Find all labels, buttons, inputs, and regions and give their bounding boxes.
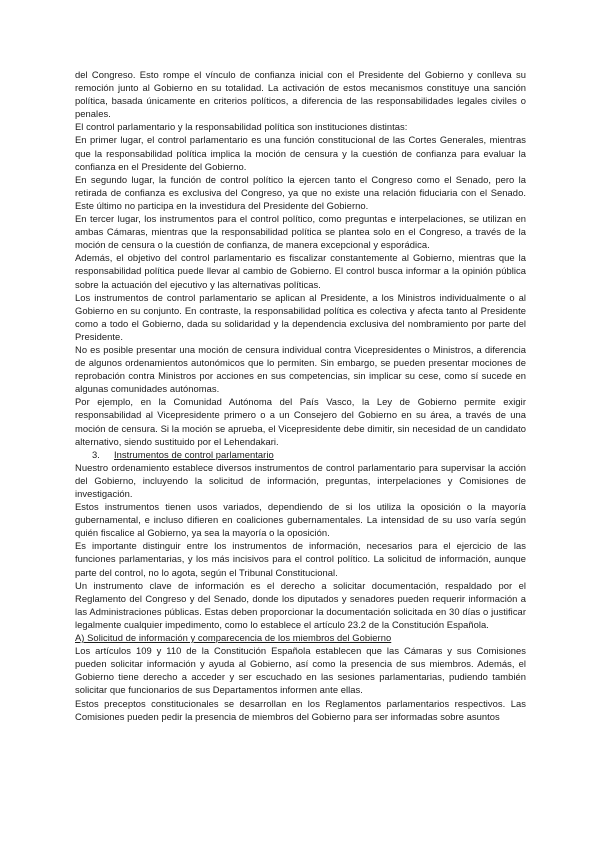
paragraph-instruments-usage: Estos instrumentos tienen usos variados, dependiendo de si los utiliza la oposición o la mayoría gubernamental, e incluso difieren en coaliciones gubernamentales. La intensidad de su uso varía según quién fiscalice al Gobierno, ya sea la mayoría o la oposición.: [75, 501, 526, 539]
paragraph-first-difference: En primer lugar, el control parlamentario es una función constitucional de las Cortes Generales, mientras que la responsabilidad política implica la moción de censura y la cuestión de confianza para evaluar la confianza en el Presidente del Gobierno.: [75, 134, 526, 172]
paragraph-second-difference: En segundo lugar, la función de control político la ejercen tanto el Congreso como el Senado, pero la retirada de confianza es exclusiva del Congreso, ya que no existe una relación fiduciaria con el Senado. Este último no participa en la investidura del Presidente del Gobierno.: [75, 173, 526, 211]
paragraph-instruments-overview: Nuestro ordenamiento establece diversos instrumentos de control parlamentario para supervisar la acción del Gobierno, incluyendo la solicitud de información, preguntas, interpelaciones y Comisiones de investigación.: [75, 461, 526, 499]
paragraph-objective: Además, el objetivo del control parlamentario es fiscalizar constantemente al Gobierno, mientras que la responsabilidad política puede llevar al cambio de Gobierno. El control busca informar a la opinión pública sobre la actuación del ejecutivo y las alternativas políticas.: [75, 252, 526, 290]
paragraph-scope: Los instrumentos de control parlamentario se aplican al Presidente, a los Ministros individualmente o al Gobierno en su conjunto. En contraste, la responsabilidad política es colectiva y afecta tanto al Presidente como a todo el Gobierno, dada su solidaridad y la dependencia exclusiva del nombramiento por parte del Presidente.: [75, 291, 526, 342]
subsection-heading: A) Solicitud de información y comparecencia de los miembros del Gobierno: [75, 632, 392, 644]
paragraph-articles-109-110: Los artículos 109 y 110 de la Constitución Española establecen que las Cámaras y sus Comisiones pueden solicitar información y ayuda al Gobierno, así como la presencia de sus miembros. Además, el Gobierno tiene derecho a acceder y ser escuchado en las sesiones parlamentarias, pudiendo también solicitar que funcionarios de sus Departamentos informen ante ellas.: [75, 645, 526, 696]
paragraph-regulations: Estos preceptos constitucionales se desarrollan en los Reglamentos parlamentarios respectivos. Las Comisiones pueden pedir la presencia de miembros del Gobierno para ser informadas sobre asuntos: [75, 697, 526, 722]
document-page: [75, 68, 526, 723]
paragraph-information-distinction: Es importante distinguir entre los instrumentos de información, necesarios para el ejercicio de las funciones parlamentarias, y los más incisivos para el control político. La solicitud de información, aunque parte del control, no lo agota, según el Tribunal Constitucional.: [75, 540, 526, 578]
section-title: Instrumentos de control parlamentario: [114, 448, 274, 460]
paragraph-intro-continuation: del Congreso. Esto rompe el vínculo de confianza inicial con el Presidente del Gobierno y conlleva su remoción junto al Gobierno en su totalidad. La activación de estos mecanismos constituye una sanción política, basada únicamente en criterios políticos, a diferencia de las responsabilidades legales civiles o penales.: [75, 69, 526, 120]
paragraph-distinction-lead: El control parlamentario y la responsabilidad política son instituciones distintas:: [75, 121, 408, 133]
paragraph-third-difference: En tercer lugar, los instrumentos para el control político, como preguntas e interpelaciones, se utilizan en ambas Cámaras, mientras que la responsabilidad política se plantea solo en el Congreso, a través de la moción de censura o la cuestión de confianza, de manera excepcional y esporádica.: [75, 213, 526, 251]
paragraph-individual-censure: No es posible presentar una moción de censura individual contra Vicepresidentes o Ministros, a diferencia de algunos ordenamientos autonómicos que lo permiten. Sin embargo, se pueden presentar mociones de reprobación contra Ministros por acciones en sus competencias, sin implicar su cese, como sí sucede en algunas comunidades autónomas.: [75, 343, 526, 395]
paragraph-documentation-right: Un instrumento clave de información es el derecho a solicitar documentación, respaldado por el Reglamento del Congreso y del Senado, donde los diputados y senadores pueden requerir información a las Administraciones públicas. Estas deben proporcionar la documentación solicitada en 30 días o justificar legalmente cualquier impedimento, como lo establece el artículo 23.2 de la Constitución Española.: [75, 579, 526, 630]
paragraph-basque-example: Por ejemplo, en la Comunidad Autónoma del País Vasco, la Ley de Gobierno permite exigir responsabilidad al Vicepresidente primero o a un Consejero del Gobierno en su área, a través de una moción de censura. Si la moción se aprueba, el Vicepresidente debe dimitir, sin necesidad de un candidato alternativo, siendo sustituido por el Lehendakari.: [75, 396, 526, 447]
section-heading: [75, 448, 526, 461]
section-number: 3.: [92, 448, 100, 460]
